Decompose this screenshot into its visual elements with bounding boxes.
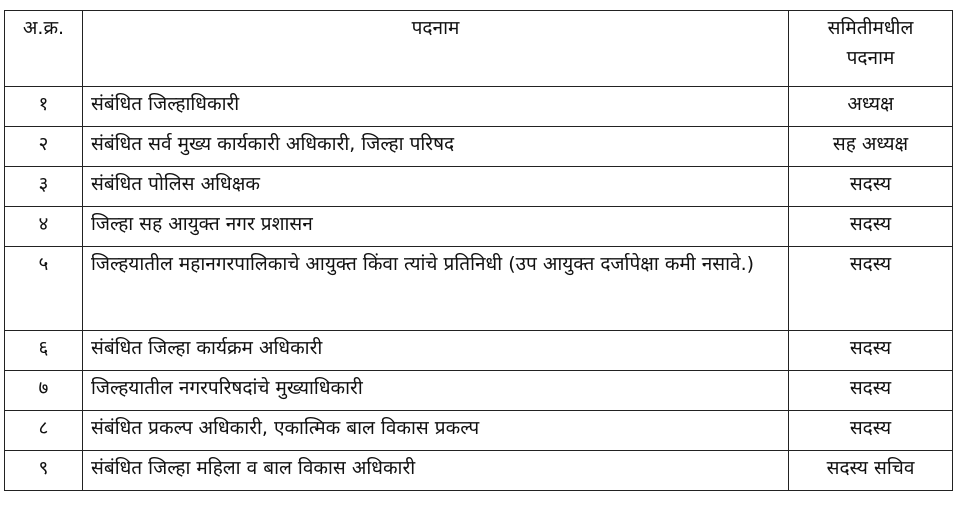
committee-table: [4, 10, 953, 491]
table-header-row: [5, 11, 953, 87]
cell-role: सदस्य सचिव: [789, 451, 953, 491]
table-row: [5, 451, 953, 491]
cell-serial: ३: [5, 167, 83, 207]
table-row: [5, 331, 953, 371]
cell-designation: संबंधित जिल्हा महिला व बाल विकास अधिकारी: [83, 451, 789, 491]
cell-designation: संबंधित प्रकल्प अधिकारी, एकात्मिक बाल विकास प्रकल्प: [83, 411, 789, 451]
cell-designation: जिल्हयातील महानगरपालिकाचे आयुक्त किंवा त्यांचे प्रतिनिधी (उप आयुक्त दर्जापेक्षा कमी नसावे.): [83, 247, 789, 331]
cell-designation: संबंधित सर्व मुख्य कार्यकारी अधिकारी, जिल्हा परिषद: [83, 127, 789, 167]
table-row: [5, 127, 953, 167]
header-committee-role: [789, 11, 953, 87]
cell-role: सह अध्यक्ष: [789, 127, 953, 167]
cell-serial: ९: [5, 451, 83, 491]
cell-serial: ४: [5, 207, 83, 247]
cell-designation: संबंधित जिल्हाधिकारी: [83, 87, 789, 127]
table-row: [5, 371, 953, 411]
cell-serial: १: [5, 87, 83, 127]
header-committee-role-line2: पदनाम: [846, 47, 895, 69]
cell-serial: ८: [5, 411, 83, 451]
cell-designation: संबंधित पोलिस अधिक्षक: [83, 167, 789, 207]
cell-role: सदस्य: [789, 167, 953, 207]
table-row: [5, 87, 953, 127]
header-designation: पदनाम: [83, 11, 789, 87]
cell-role: सदस्य: [789, 247, 953, 331]
cell-serial: ७: [5, 371, 83, 411]
table-row: [5, 247, 953, 331]
cell-serial: ६: [5, 331, 83, 371]
cell-serial: २: [5, 127, 83, 167]
cell-designation: जिल्हा सह आयुक्त नगर प्रशासन: [83, 207, 789, 247]
table-row: [5, 411, 953, 451]
table-row: [5, 167, 953, 207]
cell-role: सदस्य: [789, 411, 953, 451]
cell-role: सदस्य: [789, 371, 953, 411]
cell-role: अध्यक्ष: [789, 87, 953, 127]
cell-role: सदस्य: [789, 331, 953, 371]
header-serial: अ.क्र.: [5, 11, 83, 87]
header-committee-role-line1: समितीमधील: [827, 17, 914, 39]
cell-designation: जिल्हयातील नगरपरिषदांचे मुख्याधिकारी: [83, 371, 789, 411]
table-row: [5, 207, 953, 247]
cell-serial: ५: [5, 247, 83, 331]
cell-role: सदस्य: [789, 207, 953, 247]
cell-designation: संबंधित जिल्हा कार्यक्रम अधिकारी: [83, 331, 789, 371]
